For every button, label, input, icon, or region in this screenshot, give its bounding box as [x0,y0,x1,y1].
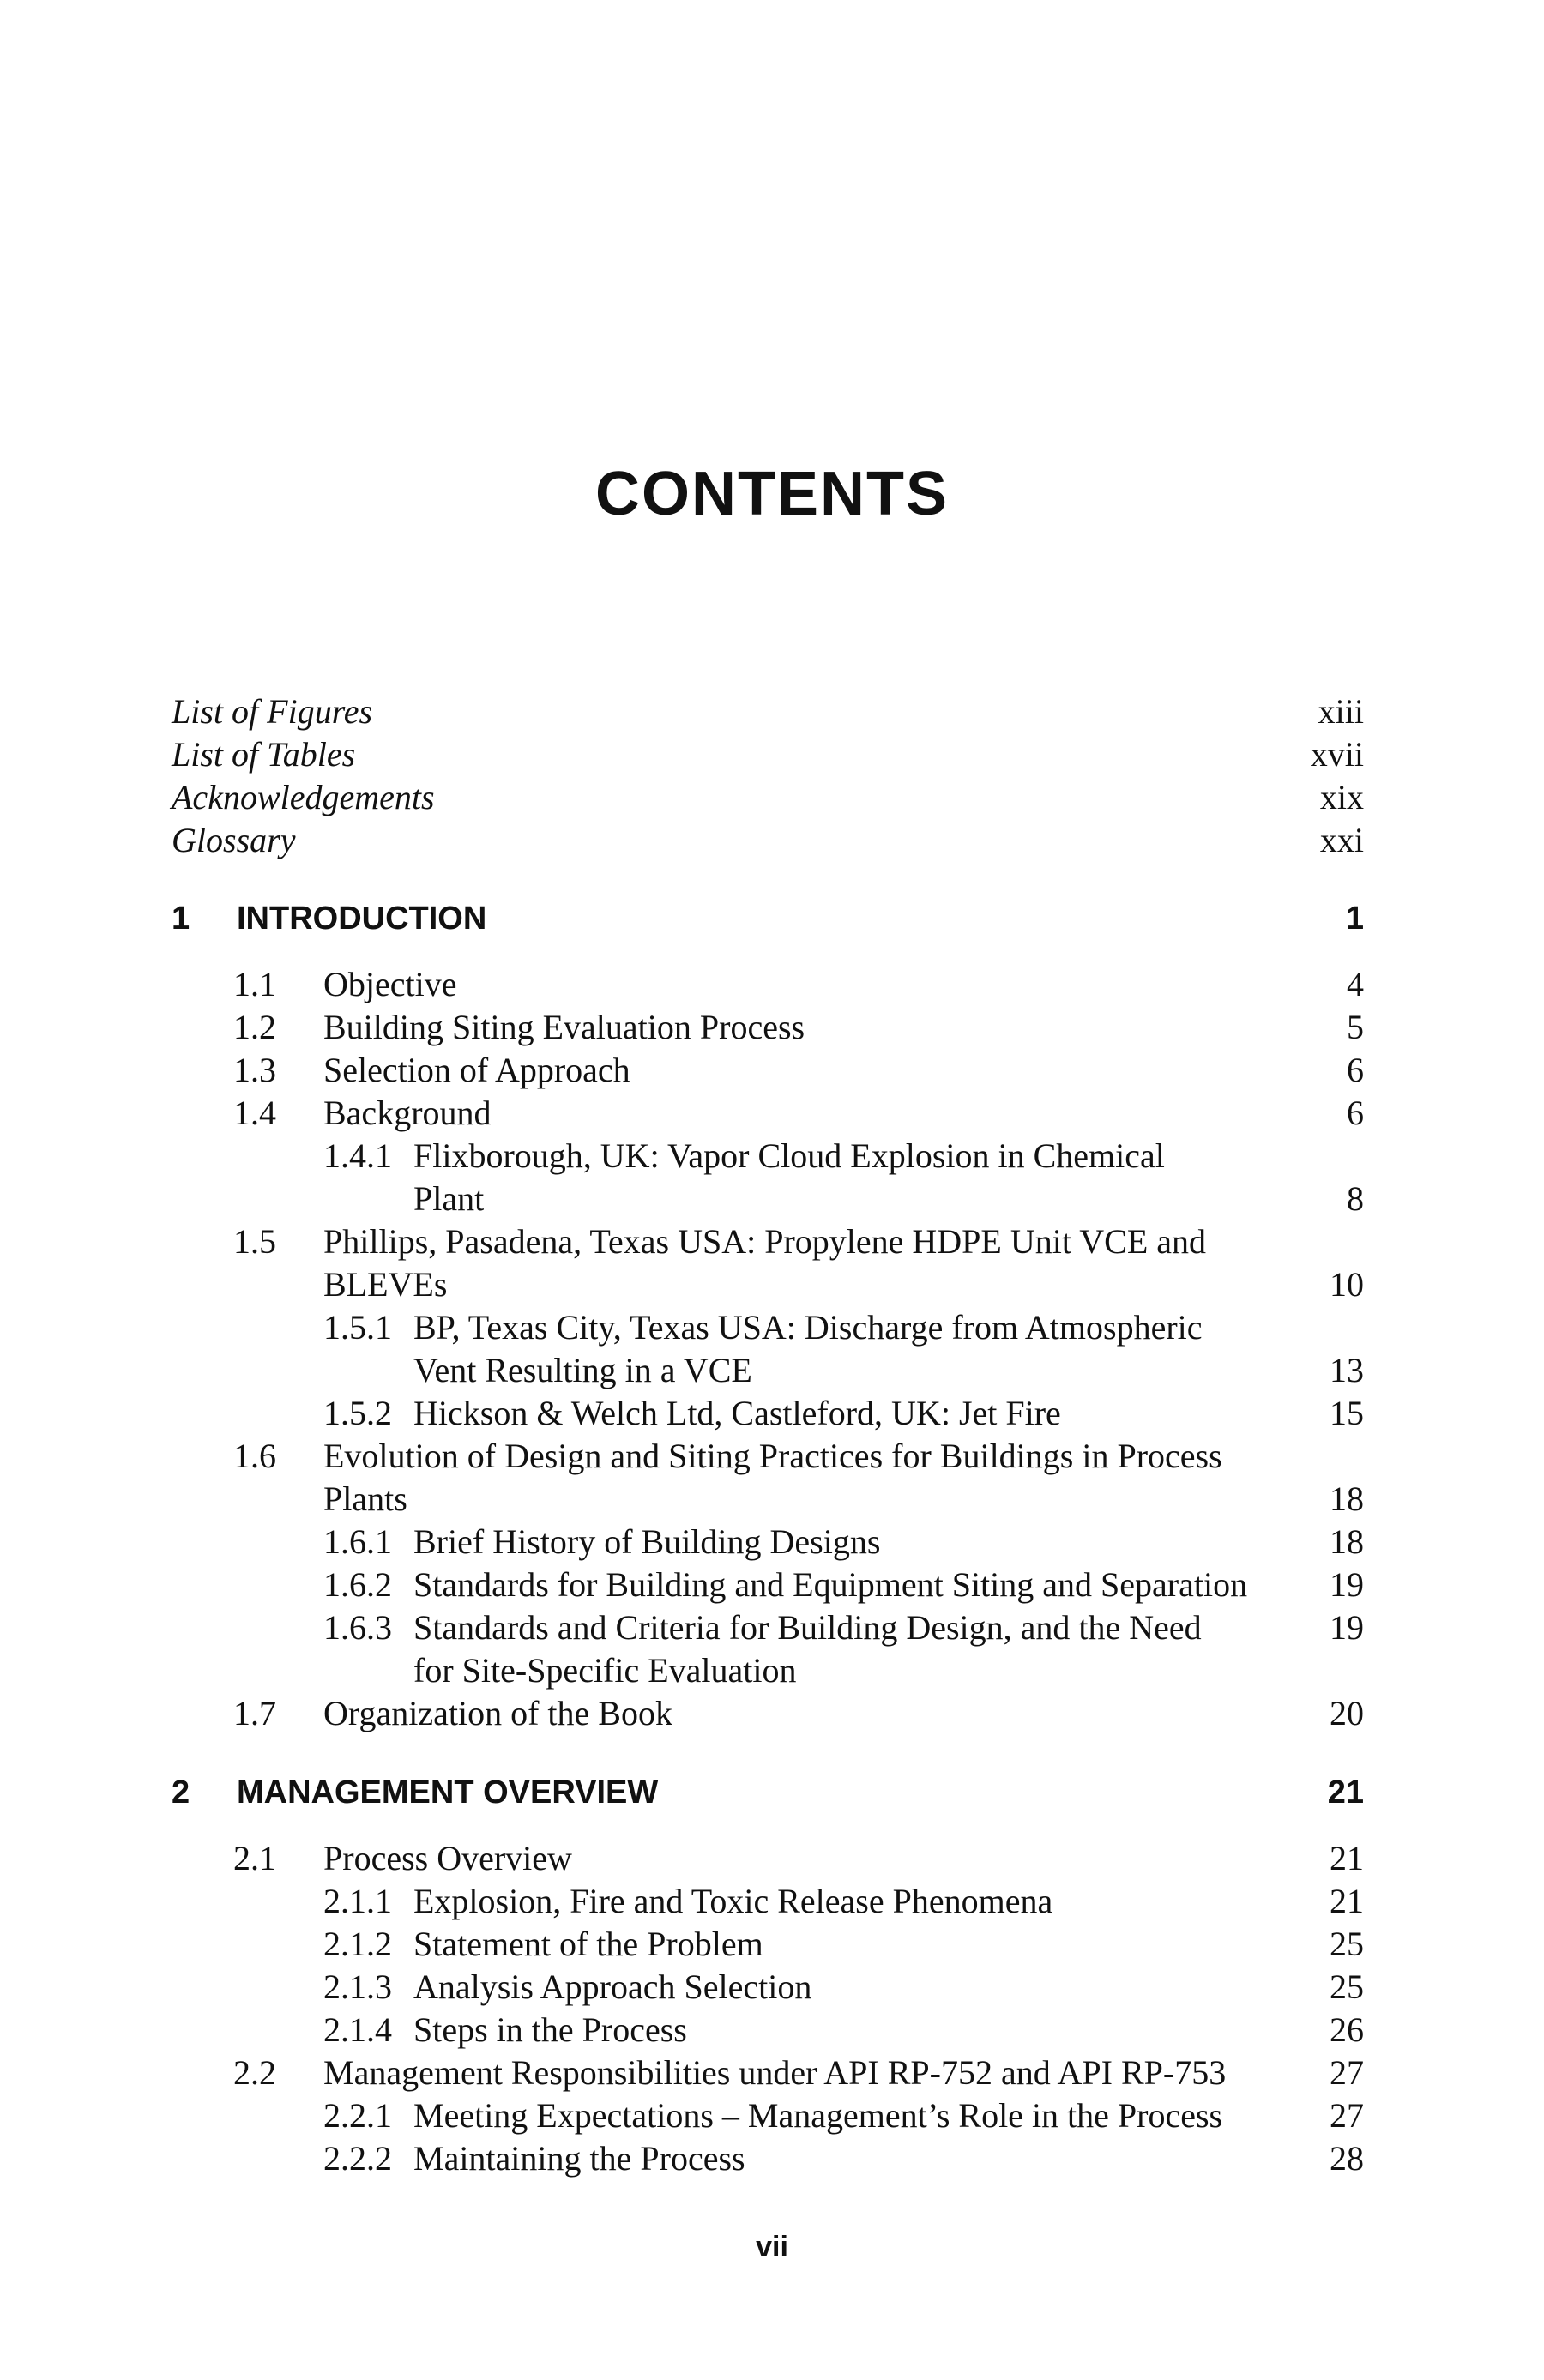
toc-section-1-5-continued[interactable] [323,1263,1364,1308]
section-title: Objective [323,965,457,1003]
subsection-number: 2.2.1 [323,2096,392,2135]
toc-section-1-4[interactable] [233,1092,1364,1136]
subsection-title-line2: for Site-Specific Evaluation [413,1651,797,1690]
page-title: CONTENTS [595,460,949,528]
toc-section-1-2[interactable] [233,1006,1364,1051]
toc-chapter-2[interactable] [172,1771,1364,1816]
toc-section-1-7[interactable] [233,1692,1364,1737]
section-number: 1.4 [233,1094,276,1132]
section-number: 2.1 [233,1839,276,1877]
page-number: vii [756,2231,788,2263]
subsection-page: 15 [1330,1394,1364,1432]
subsection-number: 1.4.1 [323,1136,392,1175]
toc-entry-acknowledgements[interactable] [172,776,1364,821]
toc-section-2-1[interactable] [233,1837,1364,1882]
toc-subsection-1-5-1[interactable] [323,1306,1364,1351]
subsection-title: Hickson & Welch Ltd, Castleford, UK: Jet Fire [413,1394,1061,1432]
section-number: 2.2 [233,2053,276,2092]
toc-section-1-6[interactable] [233,1435,1364,1479]
section-title-line1: Evolution of Design and Siting Practices for Buildings in Process [323,1437,1222,1475]
subsection-number: 2.1.3 [323,1967,392,2006]
subsection-title: Meeting Expectations – Management’s Role in the Process [413,2096,1223,2135]
section-page: 21 [1330,1839,1364,1877]
toc-subsection-1-5-1-continued[interactable] [413,1349,1364,1394]
subsection-title-line1: Flixborough, UK: Vapor Cloud Explosion in Chemical [413,1136,1165,1175]
subsection-page: 27 [1330,2096,1364,2135]
subsection-page: 19 [1330,1565,1364,1604]
subsection-page: 25 [1330,1967,1364,2006]
toc-subsection-2-2-1[interactable] [323,2094,1364,2139]
section-number: 1.1 [233,965,276,1003]
subsection-title: Maintaining the Process [413,2139,745,2178]
subsection-page: 8 [1347,1179,1364,1218]
chapter-title: INTRODUCTION [237,901,487,937]
section-page: 4 [1347,965,1364,1003]
section-page: 6 [1347,1094,1364,1132]
toc-chapter-1[interactable] [172,897,1364,942]
toc-entry-label: List of Tables [172,735,356,774]
subsection-page: 13 [1330,1351,1364,1389]
toc-subsection-2-1-2[interactable] [323,1923,1364,1967]
section-title: Organization of the Book [323,1694,672,1732]
toc-entry-list-of-figures[interactable] [172,690,1364,735]
subsection-title-line2: Plant [413,1179,485,1218]
toc-section-1-1[interactable] [233,963,1364,1008]
subsection-title: Steps in the Process [413,2010,687,2049]
section-number: 1.2 [233,1008,276,1046]
subsection-number: 1.6.3 [323,1608,392,1647]
toc-subsection-1-6-2[interactable] [323,1564,1364,1608]
subsection-title-line1: BP, Texas City, Texas USA: Discharge from Atmospheric [413,1308,1203,1347]
section-title-line2: Plants [323,1479,407,1518]
toc-subsection-1-5-2[interactable] [323,1392,1364,1437]
subsection-title-line2: Vent Resulting in a VCE [413,1351,752,1389]
section-page: 5 [1347,1008,1364,1046]
subsection-number: 1.5.1 [323,1308,392,1347]
section-title-line2: BLEVEs [323,1265,448,1304]
section-title: Process Overview [323,1839,572,1877]
toc-subsection-1-6-1[interactable] [323,1521,1364,1565]
toc-entry-page: xvii [1310,735,1364,774]
subsection-page: 28 [1330,2139,1364,2178]
subsection-page: 18 [1330,1522,1364,1561]
section-number: 1.7 [233,1694,276,1732]
chapter-title: MANAGEMENT OVERVIEW [237,1774,659,1811]
toc-subsection-1-6-3-continued[interactable] [413,1649,1364,1694]
section-page: 6 [1347,1051,1364,1089]
toc-subsection-2-1-3[interactable] [323,1966,1364,2010]
subsection-page: 21 [1330,1882,1364,1920]
toc-subsection-2-1-1[interactable] [323,1880,1364,1925]
toc-section-1-5[interactable] [233,1220,1364,1265]
toc-subsection-1-4-1[interactable] [323,1135,1364,1179]
toc-entry-list-of-tables[interactable] [172,733,1364,778]
subsection-page: 26 [1330,2010,1364,2049]
section-page: 20 [1330,1694,1364,1732]
toc-section-2-2[interactable] [233,2052,1364,2096]
toc-entry-page: xiii [1318,692,1364,731]
subsection-title: Statement of the Problem [413,1925,763,1963]
section-page: 27 [1330,2053,1364,2092]
subsection-number: 1.6.2 [323,1565,392,1604]
toc-subsection-1-4-1-continued[interactable] [413,1178,1364,1222]
section-title: Selection of Approach [323,1051,630,1089]
chapter-number: 2 [172,1774,190,1811]
section-title: Building Siting Evaluation Process [323,1008,805,1046]
toc-section-1-3[interactable] [233,1049,1364,1094]
toc-section-1-6-continued[interactable] [323,1478,1364,1522]
toc-entry-label: List of Figures [172,692,373,731]
chapter-page: 1 [1345,901,1364,937]
subsection-page: 19 [1330,1608,1364,1647]
chapter-number: 1 [172,901,190,937]
toc-entry-label: Glossary [172,821,296,859]
toc-entry-label: Acknowledgements [172,778,435,816]
section-number: 1.6 [233,1437,276,1475]
section-number: 1.5 [233,1222,276,1261]
section-title: Background [323,1094,492,1132]
section-title-line1: Phillips, Pasadena, Texas USA: Propylene HDPE Unit VCE and [323,1222,1207,1261]
chapter-page: 21 [1327,1774,1364,1811]
toc-subsection-1-6-3[interactable] [323,1606,1364,1651]
toc-subsection-2-1-4[interactable] [323,2009,1364,2053]
subsection-page: 25 [1330,1925,1364,1963]
toc-subsection-2-2-2[interactable] [323,2137,1364,2182]
section-page: 18 [1330,1479,1364,1518]
subsection-number: 2.1.4 [323,2010,392,2049]
section-page: 10 [1330,1265,1364,1304]
section-title: Management Responsibilities under API RP-752 and API RP-753 [323,2053,1227,2092]
subsection-title: Explosion, Fire and Toxic Release Phenomena [413,1882,1053,1920]
subsection-title-line1: Standards and Criteria for Building Design, and the Need [413,1608,1202,1647]
toc-entry-glossary[interactable] [172,819,1364,864]
subsection-number: 1.6.1 [323,1522,392,1561]
subsection-number: 2.1.1 [323,1882,392,1920]
subsection-number: 1.5.2 [323,1394,392,1432]
subsection-number: 2.2.2 [323,2139,392,2178]
subsection-title: Analysis Approach Selection [413,1967,812,2006]
subsection-title: Brief History of Building Designs [413,1522,881,1561]
subsection-title: Standards for Building and Equipment Siting and Separation [413,1565,1248,1604]
toc-entry-page: xix [1319,778,1364,816]
subsection-number: 2.1.2 [323,1925,392,1963]
section-number: 1.3 [233,1051,276,1089]
toc-entry-page: xxi [1319,821,1364,859]
